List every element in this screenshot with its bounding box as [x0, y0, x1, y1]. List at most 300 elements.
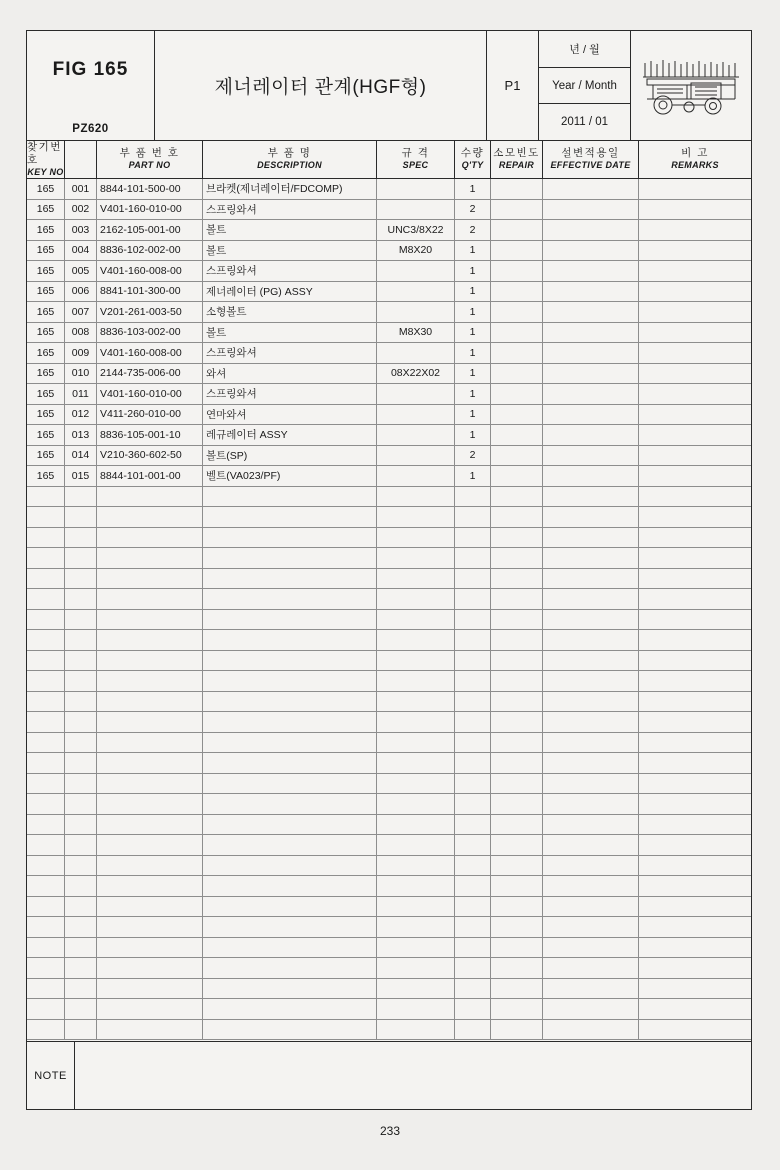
cell-qty	[455, 712, 491, 732]
cell-repair	[491, 692, 543, 712]
cell-spec	[377, 282, 455, 302]
cell-key	[27, 610, 65, 630]
cell-effective-date	[543, 425, 639, 445]
cell-spec	[377, 425, 455, 445]
table-row[interactable]	[27, 917, 751, 938]
cell-remarks	[639, 917, 751, 937]
cell-spec	[377, 528, 455, 548]
cell-spec	[377, 261, 455, 281]
cell-remarks	[639, 569, 751, 589]
cell-repair	[491, 1020, 543, 1040]
table-row[interactable]	[27, 241, 751, 262]
cell-index	[65, 897, 97, 917]
cell-key: 165	[27, 425, 65, 445]
cell-key	[27, 528, 65, 548]
table-row[interactable]	[27, 671, 751, 692]
cell-key	[27, 733, 65, 753]
cell-effective-date	[543, 364, 639, 384]
table-row[interactable]	[27, 753, 751, 774]
cell-key	[27, 979, 65, 999]
cell-qty: 1	[455, 364, 491, 384]
cell-remarks	[639, 343, 751, 363]
cell-remarks	[639, 302, 751, 322]
col-description-kr: 부 품 명	[267, 147, 312, 160]
cell-description: 연마와셔	[203, 405, 377, 425]
cell-key: 165	[27, 200, 65, 220]
cell-remarks	[639, 179, 751, 199]
table-row[interactable]	[27, 548, 751, 569]
table-row[interactable]	[27, 651, 751, 672]
cell-qty	[455, 733, 491, 753]
cell-description	[203, 835, 377, 855]
cell-index	[65, 651, 97, 671]
cell-remarks	[639, 815, 751, 835]
cell-remarks	[639, 651, 751, 671]
cell-effective-date	[543, 651, 639, 671]
cell-remarks	[639, 507, 751, 527]
col-repair	[491, 141, 543, 178]
cell-qty: 1	[455, 179, 491, 199]
cell-index: 001	[65, 179, 97, 199]
cell-part-no	[97, 1020, 203, 1040]
cell-remarks	[639, 856, 751, 876]
table-row[interactable]	[27, 569, 751, 590]
cell-part-no	[97, 774, 203, 794]
cell-effective-date	[543, 979, 639, 999]
cell-repair	[491, 671, 543, 691]
cell-spec	[377, 835, 455, 855]
cell-spec	[377, 384, 455, 404]
table-row[interactable]	[27, 610, 751, 631]
cell-index: 013	[65, 425, 97, 445]
table-row[interactable]	[27, 343, 751, 364]
cell-spec	[377, 630, 455, 650]
col-remarks-kr: 비 고	[681, 147, 709, 160]
cell-description	[203, 794, 377, 814]
cell-key	[27, 794, 65, 814]
cell-effective-date	[543, 712, 639, 732]
col-spec-en: SPEC	[402, 160, 429, 171]
cell-key	[27, 774, 65, 794]
cell-repair	[491, 364, 543, 384]
table-row[interactable]	[27, 897, 751, 918]
cell-key	[27, 507, 65, 527]
cell-part-no	[97, 753, 203, 773]
tractor-icon	[631, 31, 751, 140]
cell-key	[27, 1020, 65, 1040]
cell-qty	[455, 630, 491, 650]
col-qty	[455, 141, 491, 178]
cell-qty	[455, 958, 491, 978]
cell-key	[27, 569, 65, 589]
table-row[interactable]	[27, 794, 751, 815]
cell-repair	[491, 425, 543, 445]
table-row[interactable]	[27, 938, 751, 959]
cell-description: 레규레이터 ASSY	[203, 425, 377, 445]
cell-description: 볼트	[203, 241, 377, 261]
table-row[interactable]	[27, 487, 751, 508]
table-row[interactable]	[27, 282, 751, 303]
cell-qty	[455, 999, 491, 1019]
cell-spec	[377, 999, 455, 1019]
cell-index: 009	[65, 343, 97, 363]
cell-remarks	[639, 425, 751, 445]
cell-key: 165	[27, 405, 65, 425]
cell-part-no: V401-160-010-00	[97, 384, 203, 404]
cell-repair	[491, 487, 543, 507]
cell-description	[203, 630, 377, 650]
cell-part-no	[97, 979, 203, 999]
table-row[interactable]	[27, 856, 751, 877]
cell-description: 와셔	[203, 364, 377, 384]
date-label-en: Year / Month	[539, 68, 630, 105]
cell-part-no: V201-261-003-50	[97, 302, 203, 322]
cell-repair	[491, 733, 543, 753]
figure-block	[27, 31, 155, 140]
cell-effective-date	[543, 200, 639, 220]
col-part-no-kr: 부 품 번 호	[119, 147, 180, 160]
cell-part-no: 8836-105-001-10	[97, 425, 203, 445]
cell-key: 165	[27, 261, 65, 281]
cell-qty	[455, 487, 491, 507]
cell-remarks	[639, 282, 751, 302]
cell-key: 165	[27, 384, 65, 404]
cell-index	[65, 938, 97, 958]
cell-spec: 08X22X02	[377, 364, 455, 384]
cell-part-no: 8844-101-500-00	[97, 179, 203, 199]
cell-part-no: 8836-103-002-00	[97, 323, 203, 343]
cell-index	[65, 610, 97, 630]
cell-repair	[491, 917, 543, 937]
cell-effective-date	[543, 958, 639, 978]
cell-description: 브라켓(제너레이터/FDCOMP)	[203, 179, 377, 199]
cell-effective-date	[543, 466, 639, 486]
cell-qty	[455, 774, 491, 794]
cell-index: 012	[65, 405, 97, 425]
cell-index: 007	[65, 302, 97, 322]
cell-index: 004	[65, 241, 97, 261]
cell-effective-date	[543, 179, 639, 199]
cell-repair	[491, 548, 543, 568]
cell-remarks	[639, 897, 751, 917]
table-row[interactable]	[27, 323, 751, 344]
cell-index: 002	[65, 200, 97, 220]
cell-part-no	[97, 548, 203, 568]
cell-remarks	[639, 466, 751, 486]
cell-part-no: 2144-735-006-00	[97, 364, 203, 384]
cell-part-no: 2162-105-001-00	[97, 220, 203, 240]
cell-key: 165	[27, 241, 65, 261]
cell-effective-date	[543, 507, 639, 527]
cell-repair	[491, 261, 543, 281]
cell-qty	[455, 671, 491, 691]
cell-key: 165	[27, 466, 65, 486]
col-part-no	[97, 141, 203, 178]
cell-repair	[491, 835, 543, 855]
cell-qty: 2	[455, 220, 491, 240]
table-row[interactable]	[27, 712, 751, 733]
cell-remarks	[639, 261, 751, 281]
table-row[interactable]	[27, 1020, 751, 1041]
cell-repair	[491, 179, 543, 199]
cell-description	[203, 917, 377, 937]
cell-qty	[455, 651, 491, 671]
col-part-no-en: PART NO	[128, 160, 171, 171]
table-row[interactable]	[27, 835, 751, 856]
col-effective-date-en: EFFECTIVE DATE	[550, 160, 631, 171]
cell-spec: M8X30	[377, 323, 455, 343]
cell-key	[27, 712, 65, 732]
cell-key	[27, 548, 65, 568]
table-row[interactable]	[27, 733, 751, 754]
cell-index: 014	[65, 446, 97, 466]
cell-description: 스프링와셔	[203, 261, 377, 281]
cell-effective-date	[543, 835, 639, 855]
cell-description	[203, 589, 377, 609]
cell-key	[27, 630, 65, 650]
cell-key: 165	[27, 220, 65, 240]
cell-description	[203, 507, 377, 527]
cell-remarks	[639, 1020, 751, 1040]
cell-index: 006	[65, 282, 97, 302]
cell-description	[203, 979, 377, 999]
table-row[interactable]	[27, 958, 751, 979]
cell-key	[27, 876, 65, 896]
cell-spec: UNC3/8X22	[377, 220, 455, 240]
cell-repair	[491, 610, 543, 630]
cell-description	[203, 938, 377, 958]
cell-repair	[491, 815, 543, 835]
page-header	[27, 31, 751, 141]
cell-description	[203, 610, 377, 630]
cell-effective-date	[543, 753, 639, 773]
col-key-no	[27, 141, 65, 178]
cell-qty: 1	[455, 241, 491, 261]
cell-key	[27, 917, 65, 937]
cell-description: 볼트	[203, 220, 377, 240]
note-label: NOTE	[27, 1042, 75, 1109]
parts-catalog-page	[26, 30, 752, 1110]
table-row[interactable]	[27, 528, 751, 549]
page-title: 제너레이터 관계(HGF형)	[155, 31, 487, 140]
figure-number: FIG 165	[52, 59, 129, 80]
cell-index	[65, 487, 97, 507]
table-row[interactable]	[27, 692, 751, 713]
cell-key	[27, 651, 65, 671]
cell-key	[27, 815, 65, 835]
table-row[interactable]	[27, 261, 751, 282]
cell-repair	[491, 384, 543, 404]
cell-part-no: V401-160-010-00	[97, 200, 203, 220]
cell-part-no: V210-360-602-50	[97, 446, 203, 466]
cell-key	[27, 999, 65, 1019]
table-row[interactable]	[27, 405, 751, 426]
cell-key: 165	[27, 343, 65, 363]
cell-qty: 1	[455, 343, 491, 363]
cell-index	[65, 630, 97, 650]
table-row[interactable]	[27, 364, 751, 385]
cell-key: 165	[27, 179, 65, 199]
cell-index	[65, 999, 97, 1019]
cell-qty	[455, 589, 491, 609]
cell-qty: 1	[455, 261, 491, 281]
cell-remarks	[639, 364, 751, 384]
cell-key	[27, 958, 65, 978]
table-row[interactable]	[27, 200, 751, 221]
cell-index	[65, 794, 97, 814]
cell-spec	[377, 569, 455, 589]
cell-part-no	[97, 692, 203, 712]
cell-remarks	[639, 610, 751, 630]
cell-repair	[491, 528, 543, 548]
table-row[interactable]	[27, 507, 751, 528]
cell-key: 165	[27, 302, 65, 322]
cell-key	[27, 692, 65, 712]
cell-description	[203, 528, 377, 548]
cell-remarks	[639, 487, 751, 507]
cell-part-no	[97, 507, 203, 527]
cell-spec	[377, 343, 455, 363]
table-row[interactable]	[27, 630, 751, 651]
note-body[interactable]	[75, 1042, 751, 1109]
table-row[interactable]	[27, 384, 751, 405]
cell-index	[65, 856, 97, 876]
cell-remarks	[639, 979, 751, 999]
cell-qty	[455, 548, 491, 568]
cell-index	[65, 712, 97, 732]
cell-remarks	[639, 589, 751, 609]
date-value: 2011 / 01	[560, 116, 609, 129]
table-row[interactable]	[27, 179, 751, 200]
cell-spec	[377, 897, 455, 917]
cell-remarks	[639, 241, 751, 261]
cell-spec	[377, 733, 455, 753]
table-row[interactable]	[27, 999, 751, 1020]
cell-effective-date	[543, 733, 639, 753]
cell-remarks	[639, 630, 751, 650]
cell-effective-date	[543, 405, 639, 425]
cell-qty: 1	[455, 302, 491, 322]
cell-part-no: V411-260-010-00	[97, 405, 203, 425]
cell-qty	[455, 610, 491, 630]
cell-remarks	[639, 323, 751, 343]
cell-qty: 1	[455, 405, 491, 425]
cell-effective-date	[543, 241, 639, 261]
cell-repair	[491, 979, 543, 999]
col-qty-kr: 수량	[460, 147, 485, 160]
cell-spec	[377, 815, 455, 835]
table-row[interactable]	[27, 425, 751, 446]
cell-repair	[491, 323, 543, 343]
cell-part-no	[97, 856, 203, 876]
cell-part-no	[97, 651, 203, 671]
cell-repair	[491, 876, 543, 896]
cell-spec	[377, 589, 455, 609]
cell-index: 015	[65, 466, 97, 486]
cell-description: 볼트(SP)	[203, 446, 377, 466]
table-row[interactable]	[27, 815, 751, 836]
cell-spec	[377, 651, 455, 671]
cell-spec	[377, 958, 455, 978]
cell-qty: 1	[455, 384, 491, 404]
page-code: P1	[487, 31, 539, 140]
cell-key	[27, 835, 65, 855]
cell-effective-date	[543, 446, 639, 466]
cell-remarks	[639, 774, 751, 794]
cell-description	[203, 999, 377, 1019]
cell-repair	[491, 589, 543, 609]
cell-description: 스프링와셔	[203, 343, 377, 363]
table-row[interactable]	[27, 876, 751, 897]
table-row[interactable]	[27, 220, 751, 241]
cell-repair	[491, 794, 543, 814]
table-row[interactable]	[27, 466, 751, 487]
cell-part-no	[97, 610, 203, 630]
cell-spec	[377, 179, 455, 199]
table-row[interactable]	[27, 979, 751, 1000]
cell-repair	[491, 405, 543, 425]
cell-remarks	[639, 405, 751, 425]
cell-key	[27, 897, 65, 917]
cell-repair	[491, 958, 543, 978]
cell-remarks	[639, 938, 751, 958]
cell-qty	[455, 507, 491, 527]
cell-effective-date	[543, 220, 639, 240]
cell-index	[65, 1020, 97, 1040]
cell-spec: M8X20	[377, 241, 455, 261]
table-row[interactable]	[27, 774, 751, 795]
cell-part-no	[97, 671, 203, 691]
cell-index	[65, 979, 97, 999]
cell-description: 스프링와셔	[203, 200, 377, 220]
cell-description: 볼트	[203, 323, 377, 343]
cell-spec	[377, 466, 455, 486]
cell-qty: 2	[455, 200, 491, 220]
cell-effective-date	[543, 282, 639, 302]
cell-key	[27, 671, 65, 691]
cell-part-no	[97, 528, 203, 548]
cell-index: 003	[65, 220, 97, 240]
cell-part-no: 8836-102-002-00	[97, 241, 203, 261]
cell-description	[203, 876, 377, 896]
cell-qty	[455, 856, 491, 876]
cell-repair	[491, 753, 543, 773]
cell-qty	[455, 897, 491, 917]
col-repair-kr: 소모빈도	[493, 147, 540, 160]
table-row[interactable]	[27, 302, 751, 323]
cell-index	[65, 528, 97, 548]
cell-key: 165	[27, 446, 65, 466]
cell-effective-date	[543, 261, 639, 281]
cell-repair	[491, 856, 543, 876]
cell-qty	[455, 528, 491, 548]
cell-description	[203, 548, 377, 568]
table-row[interactable]	[27, 446, 751, 467]
date-block	[539, 31, 631, 140]
cell-spec	[377, 1020, 455, 1040]
cell-effective-date	[543, 876, 639, 896]
cell-part-no	[97, 917, 203, 937]
table-row[interactable]	[27, 589, 751, 610]
cell-repair	[491, 200, 543, 220]
cell-part-no: 8841-101-300-00	[97, 282, 203, 302]
cell-effective-date	[543, 815, 639, 835]
cell-description	[203, 671, 377, 691]
cell-part-no	[97, 630, 203, 650]
cell-repair	[491, 938, 543, 958]
cell-part-no	[97, 487, 203, 507]
cell-spec	[377, 917, 455, 937]
